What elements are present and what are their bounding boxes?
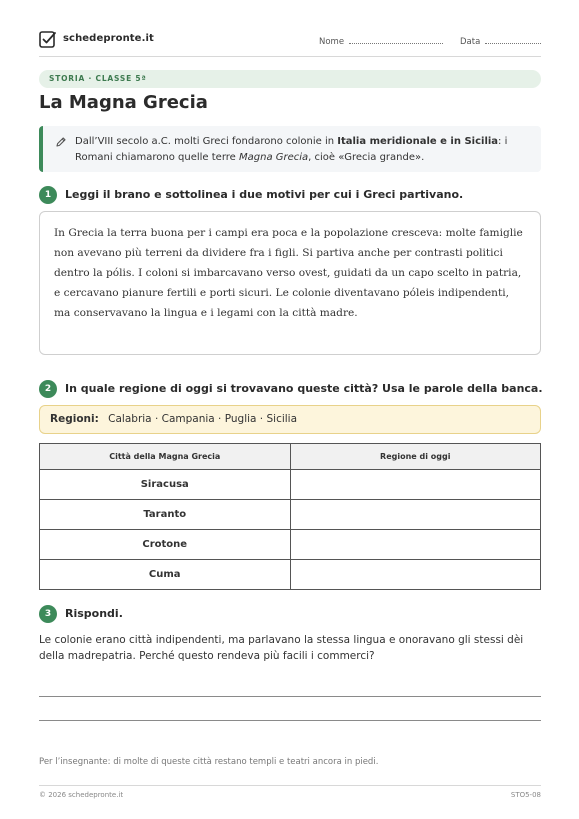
city-cell: Cuma (40, 560, 291, 590)
table-row (40, 470, 541, 500)
question-3 (39, 605, 541, 625)
question-1-text: Leggi il brano e sottolinea i due motivi per cui i Greci partivano. (65, 188, 464, 201)
intro-italic: Magna Grecia (239, 152, 309, 163)
question-1 (39, 186, 541, 206)
city-cell: Taranto (40, 500, 291, 530)
word-bank-words: Calabria · Campania · Puglia · Sicilia (108, 413, 298, 425)
answer-line[interactable] (39, 720, 541, 721)
teacher-note: Per l’insegnante: di molte di queste città restano templi e teatri ancora in piedi. (39, 757, 379, 767)
name-field[interactable] (319, 35, 443, 47)
question-2-text: In quale regione di oggi si trovavano queste città? Usa le parole della banca. (65, 382, 543, 395)
table-row (40, 530, 541, 560)
question-number-3: 3 (39, 605, 57, 623)
question-number-2: 2 (39, 380, 57, 398)
intro-text-3: , cioè «Grecia grande». (308, 152, 425, 163)
pencil-icon (55, 136, 67, 148)
column-header-region: Regione di oggi (290, 444, 541, 470)
footer-divider (39, 785, 541, 786)
header-divider (39, 56, 541, 57)
word-bank (39, 405, 541, 434)
region-answer-cell[interactable] (290, 500, 541, 530)
table-row (40, 560, 541, 590)
intro-text-2: : i Romani chiamarono quelle terre (75, 136, 508, 163)
word-bank-label: Regioni: (50, 413, 99, 425)
intro-text-1: Dall’VIII secolo a.C. molti Greci fondarono colonie in (75, 136, 338, 147)
footer-code: STO5-08 (510, 791, 541, 799)
question-number-1: 1 (39, 186, 57, 204)
date-blank[interactable] (485, 35, 541, 44)
region-answer-cell[interactable] (290, 470, 541, 500)
answer-line[interactable] (39, 696, 541, 697)
page-title: La Magna Grecia (39, 92, 208, 113)
footer-copyright: © 2026 schedepronte.it (39, 791, 124, 799)
column-header-city: Città della Magna Grecia (40, 444, 291, 470)
name-blank[interactable] (349, 35, 443, 44)
brand-name: schedepronte.it (63, 33, 154, 44)
intro-bold: Italia meridionale e in Sicilia (337, 136, 499, 147)
regions-table (39, 443, 541, 590)
worksheet-page (39, 0, 541, 819)
worksheet-header (39, 30, 541, 50)
table-header-row (40, 444, 541, 470)
city-cell: Siracusa (40, 470, 291, 500)
question-2 (39, 380, 541, 400)
region-answer-cell[interactable] (290, 530, 541, 560)
question-3-text: Rispondi. (65, 607, 123, 620)
intro-box (39, 126, 541, 172)
date-label: Data (460, 37, 481, 47)
city-cell: Crotone (40, 530, 291, 560)
region-answer-cell[interactable] (290, 560, 541, 590)
table-row (40, 500, 541, 530)
subject-tag: STORIA · CLASSE 5ª (39, 70, 541, 88)
checkbox-logo-icon (39, 30, 57, 49)
question-3-prompt: Le colonie erano città indipendenti, ma parlavano la stessa lingua e onoravano gli stessi dèi della madrepatria. Perché questo rendeva più facili i commerci? (39, 634, 524, 662)
date-field[interactable] (460, 35, 541, 47)
reading-passage[interactable]: In Grecia la terra buona per i campi era poca e la popolazione cresceva: molte famiglie non avevano più terreni da dividere fra i figli. Si partiva anche per contrasti politici dentro la pólis. I coloni si imbarcavano verso ovest, guidati da un capo scelto in patria, e cercavano pianure fertili e porti sicuri. Le colonie diventavano póleis indipendenti, ma conservavano la lingua e i legami con la città madre. (39, 211, 541, 355)
name-label: Nome (319, 37, 345, 47)
